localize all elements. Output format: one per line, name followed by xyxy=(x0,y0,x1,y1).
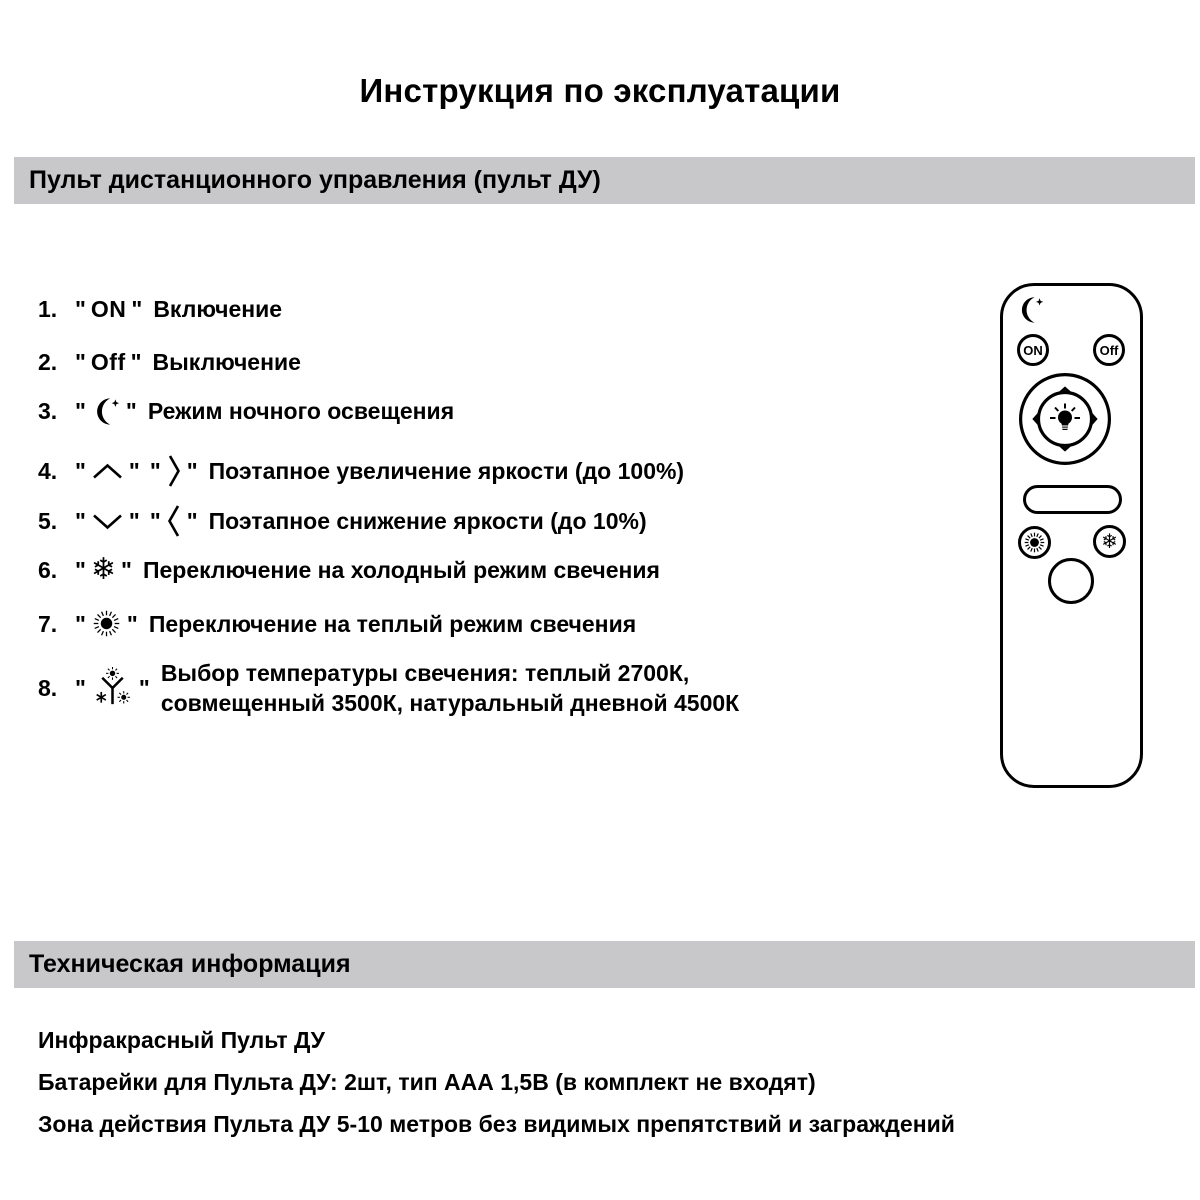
quote-mark: " xyxy=(75,398,86,424)
list-item-number: 2. xyxy=(38,349,58,375)
list-item-number: 8. xyxy=(38,675,58,701)
quote-mark: " xyxy=(75,610,86,637)
chevron-up-icon xyxy=(91,463,124,480)
list-item xyxy=(38,396,454,426)
warm-mode-button xyxy=(1018,526,1051,559)
list-item-number: 1. xyxy=(38,296,58,322)
quote-mark: " xyxy=(75,557,86,583)
quote-mark: " xyxy=(128,458,140,484)
list-item xyxy=(38,658,739,718)
quote-mark: " xyxy=(121,557,132,583)
quote-mark: " xyxy=(126,610,138,637)
off-button-label: Off xyxy=(1099,342,1119,358)
section-header-remote xyxy=(14,157,1195,204)
list-item xyxy=(38,503,647,539)
quote-mark: " xyxy=(75,508,86,534)
list-item-label: Поэтапное снижение яркости (до 10%) xyxy=(208,508,647,534)
quote-mark: " xyxy=(186,508,198,534)
quote-mark: " xyxy=(130,349,142,375)
quote-mark: " xyxy=(138,675,150,701)
page-title: Инструкция по эксплуатации xyxy=(359,72,841,109)
snowflake-icon: ❄ xyxy=(1101,531,1118,553)
brightness-dpad xyxy=(1017,371,1113,467)
list-item-number: 7. xyxy=(38,610,58,637)
quote-mark: " xyxy=(75,296,86,322)
quote-mark: " xyxy=(149,458,161,484)
list-item-number: 3. xyxy=(38,398,58,424)
off-symbol: Off xyxy=(90,349,126,375)
list-item-label: Включение xyxy=(153,296,283,322)
list-item-label: Поэтапное увеличение яркости (до 100%) xyxy=(208,458,685,484)
list-item-number: 6. xyxy=(38,557,58,583)
quote-mark: " xyxy=(128,508,140,534)
angle-left-icon xyxy=(166,503,182,539)
tech-line-batteries: Батарейки для Пульта ДУ: 2шт, тип ААА 1,5В (в комплект не входят) xyxy=(38,1069,816,1095)
list-item-number: 4. xyxy=(38,458,58,484)
snowflake-icon: ❄ xyxy=(90,553,117,586)
list-item xyxy=(38,453,684,489)
pill-button xyxy=(1023,485,1122,514)
list-item-label: Переключение на теплый режим свечения xyxy=(148,610,637,637)
angle-right-icon xyxy=(166,453,182,489)
quote-mark: " xyxy=(131,296,143,322)
list-item-label: Выключение xyxy=(152,349,301,375)
list-item xyxy=(38,294,282,324)
chevron-down-icon xyxy=(91,513,124,530)
section-header-tech xyxy=(14,941,1195,988)
tech-line-range: Зона действия Пульта ДУ 5-10 метров без видимых препятствий и заграждений xyxy=(38,1111,955,1137)
list-item xyxy=(38,555,660,585)
on-button xyxy=(1017,334,1049,366)
list-item-label: Выбор температуры свечения: теплый 2700К, совмещенный 3500К, натуральный дневной 4500К xyxy=(160,660,740,716)
quote-mark: " xyxy=(75,458,86,484)
list-item xyxy=(38,608,636,639)
list-item-number: 5. xyxy=(38,508,58,534)
night-mode-icon xyxy=(1016,295,1045,324)
section-header-remote-label: Пульт дистанционного управления (пульт ДУ) xyxy=(29,166,601,194)
list-item xyxy=(38,347,301,377)
quote-mark: " xyxy=(186,458,198,484)
quote-mark: " xyxy=(125,398,137,424)
tech-line-ir: Инфракрасный Пульт ДУ xyxy=(38,1027,325,1053)
list-item-label: Режим ночного освещения xyxy=(147,398,455,424)
off-button xyxy=(1093,334,1125,366)
quote-mark: " xyxy=(149,508,161,534)
cold-mode-button xyxy=(1093,525,1126,558)
on-symbol: ON xyxy=(90,296,127,322)
bottom-round-button xyxy=(1048,558,1094,604)
section-header-tech-label: Техническая информация xyxy=(29,950,351,978)
temperature-select-icon xyxy=(91,667,134,710)
quote-mark: " xyxy=(75,349,86,375)
warm-sun-icon xyxy=(91,608,122,639)
remote-control-illustration xyxy=(1000,283,1143,788)
on-button-label: ON xyxy=(1023,342,1043,358)
list-item-label: Переключение на холодный режим свечения xyxy=(142,557,660,583)
quote-mark: " xyxy=(75,675,86,701)
night-mode-icon xyxy=(91,396,121,426)
